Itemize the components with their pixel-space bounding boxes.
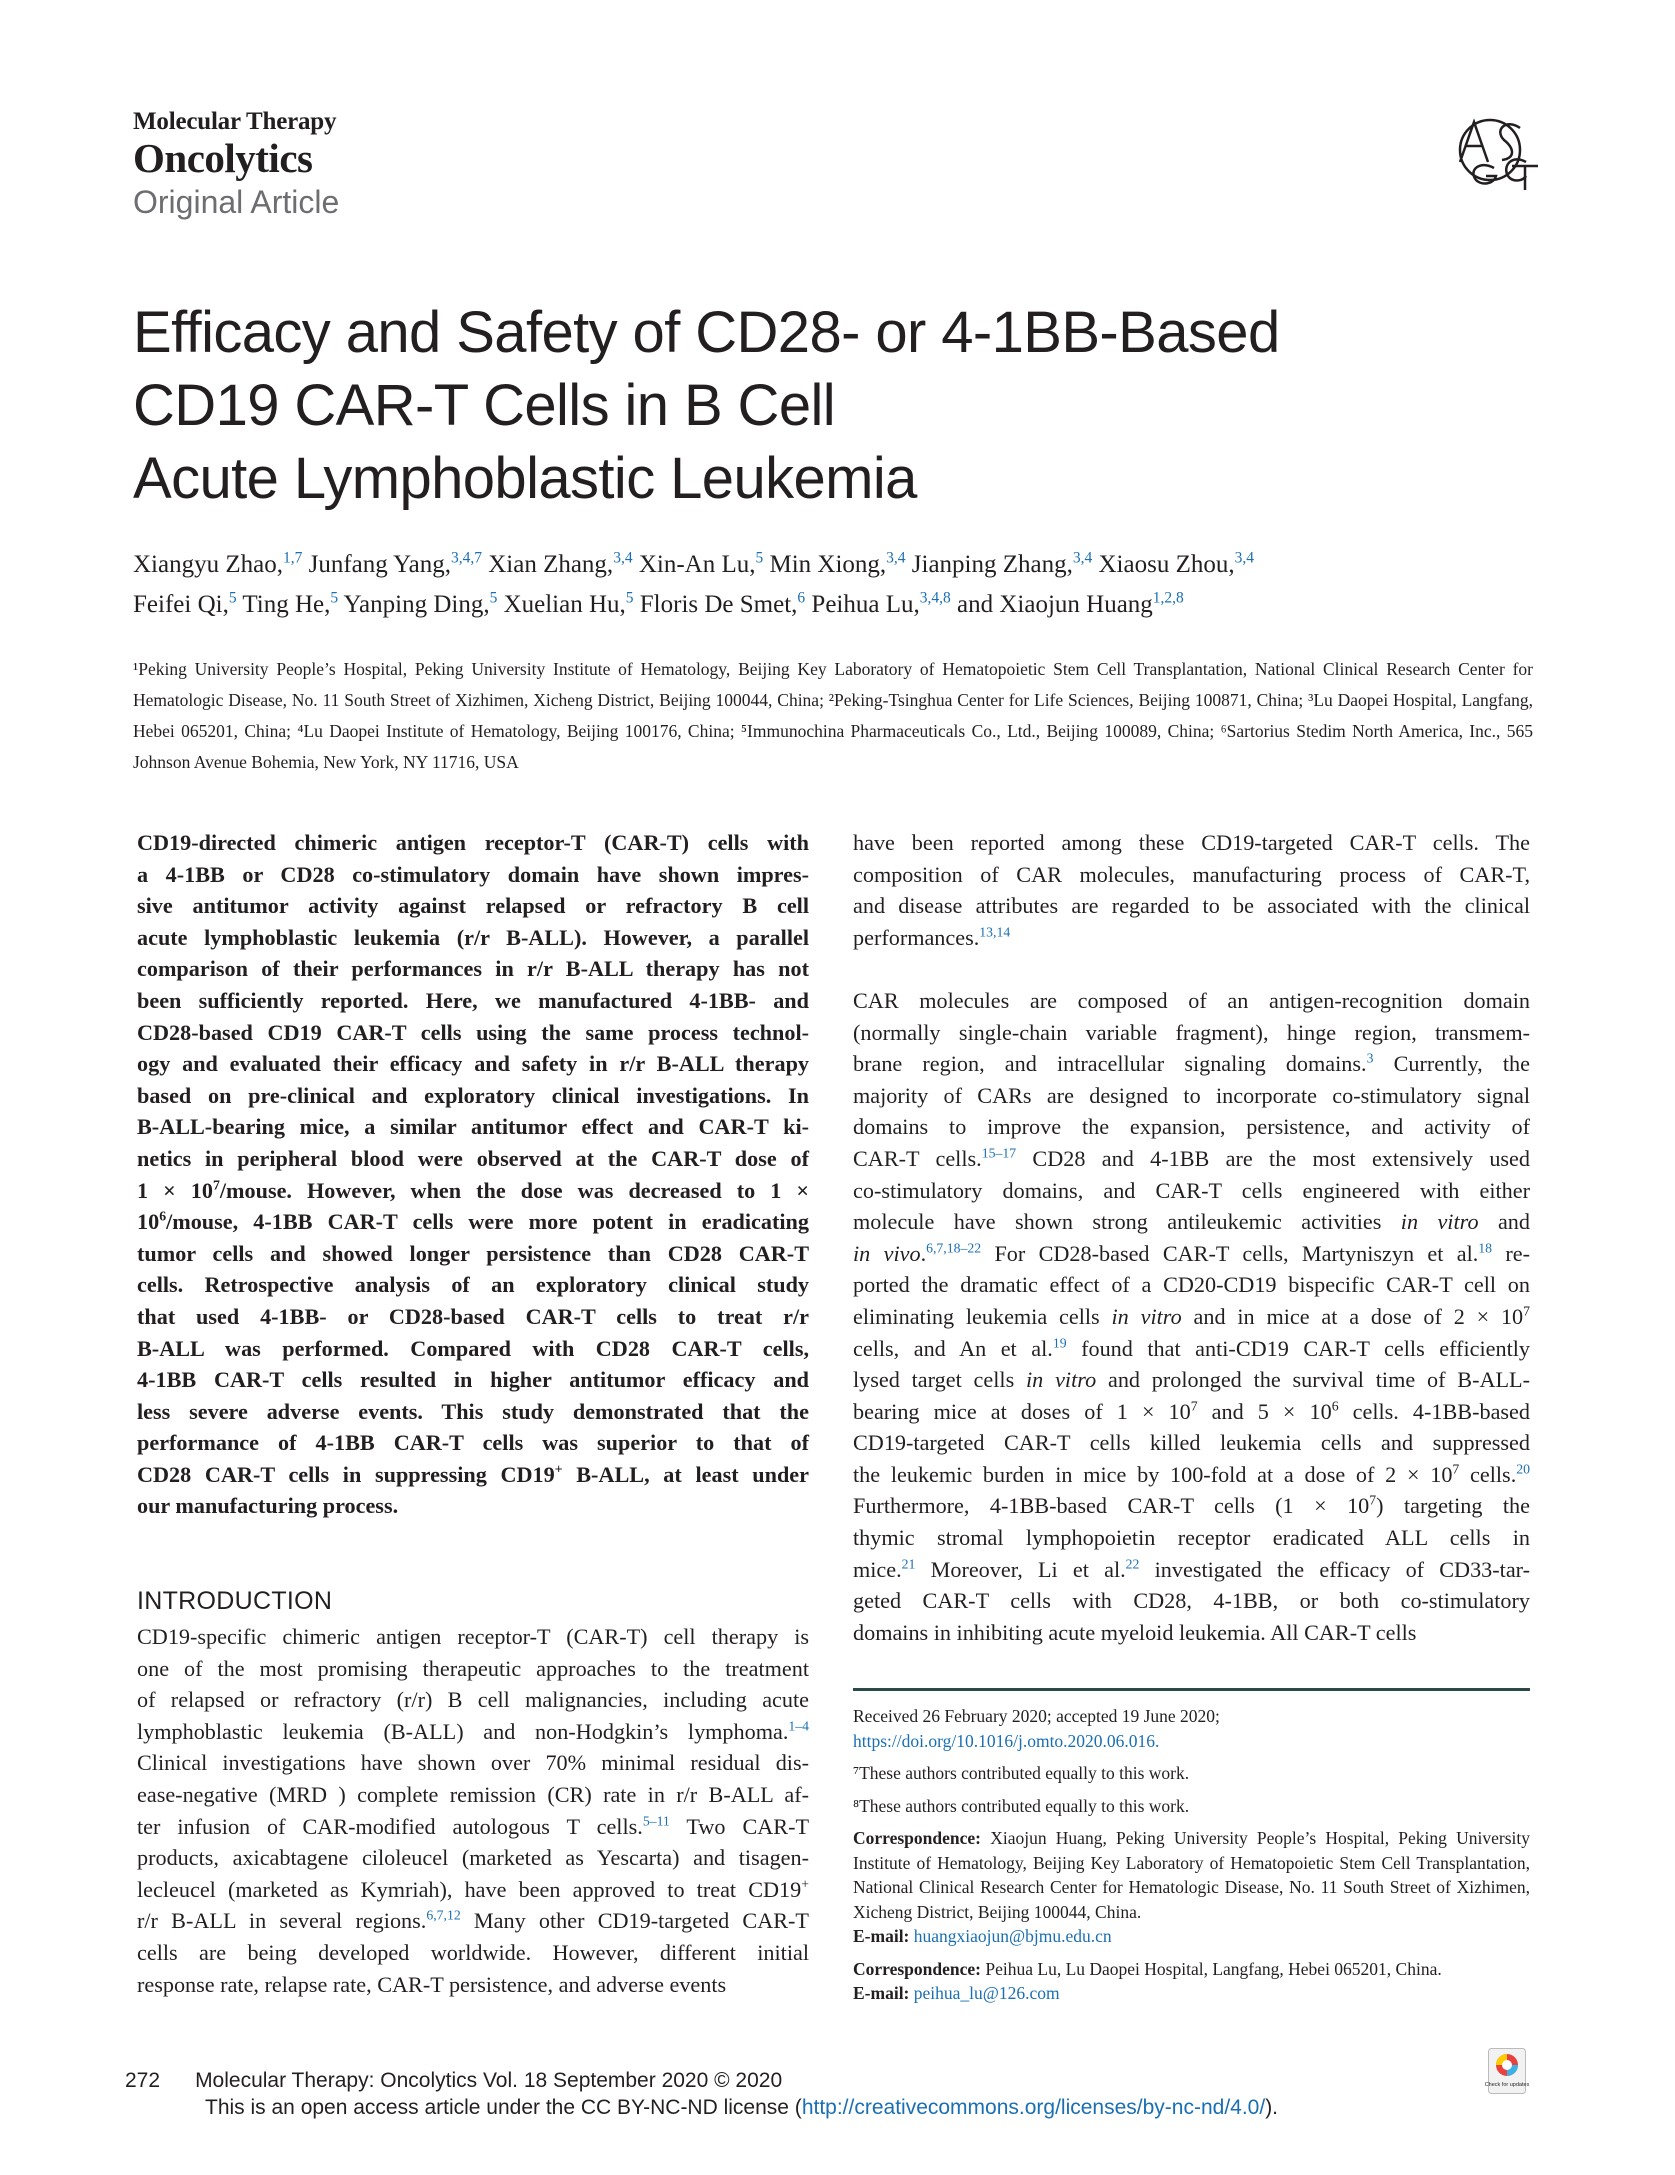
asgct-logo [1450, 110, 1540, 190]
text-line [853, 1111, 1530, 1143]
author-affiliation-ref[interactable]: 5 [755, 549, 764, 567]
text-run: comparison of their performances in r/r B-ALL therapy has not [137, 956, 809, 982]
reference-link[interactable]: 6,7,12 [426, 1907, 461, 1923]
text-run: /mouse, 4-1BB CAR-T cells were more potent in eradicating [166, 1209, 809, 1235]
text-run: CD19-specific chimeric antigen receptor-T (CAR-T) cell therapy is [137, 1624, 809, 1649]
text-line [853, 1459, 1530, 1491]
text-run: netics in peripheral blood were observed at the CAR-T dose of [137, 1145, 809, 1171]
equal-contribution-note-8: ⁸These authors contributed equally to this work. [853, 1795, 1190, 1816]
reference-link[interactable]: 13,14 [979, 924, 1011, 940]
text-line [853, 1175, 1530, 1207]
text-line [137, 1301, 809, 1333]
author-affiliation-ref[interactable]: 6 [797, 589, 806, 607]
email-2: E-mail: peihua_lu@126.com [853, 1983, 1060, 2003]
text-run: performances. [853, 924, 980, 950]
text-line [137, 1143, 809, 1175]
text-run: been sufficiently reported. Here, we manufactured 4-1BB- and [137, 987, 809, 1013]
text-run: our manufacturing process. [137, 1493, 399, 1519]
superscript: + [801, 1876, 809, 1892]
text-line [137, 1364, 809, 1396]
text-run: ease-negative (MRD ) complete remission (CR) rate in r/r B-ALL af- [137, 1781, 809, 1807]
text-run: geted CAR-T cells with CD28, 4-1BB, or both co-stimulatory [853, 1588, 1530, 1614]
text-run: have been reported among these CD19-targeted CAR-T cells. The [853, 830, 1530, 855]
text-line [137, 1017, 809, 1049]
text-run: For CD28-based CAR-T cells, Martyniszyn et al. [981, 1240, 1479, 1266]
text-line [137, 1684, 809, 1716]
doi-link[interactable]: https://doi.org/10.1016/j.omto.2020.06.016. [853, 1730, 1160, 1751]
italic-term: in vivo [853, 1240, 921, 1266]
text-run: tumor cells and showed longer persistence than CD28 CAR-T [137, 1240, 809, 1266]
text-run: the leukemic burden in mice by 100-fold at a dose of 2 × 10 [853, 1461, 1453, 1487]
text-run: co-stimulatory domains, and CAR-T cells engineered with either [853, 1177, 1530, 1203]
text-line [853, 985, 1530, 1017]
introduction-text [137, 1621, 809, 2000]
text-line [137, 922, 809, 954]
author-name: Jianping Zhang, [911, 551, 1073, 578]
text-line [137, 1333, 809, 1365]
text-line [137, 1048, 809, 1080]
affiliations: ¹Peking University People’s Hospital, Peking University Institute of Hematology, Beijing Key Laboratory of Hematopoietic Stem Cell Transplantation, National Clinical Research Center for Hematologic Disease, No. 11 South Street of Xizhimen, Xicheng District, Beijing 100044, China; ²Peking-Tsinghua Center for Life Sciences, Beijing 100871, China; ³Lu Daopei Hospital, Langfang, Hebei 065201, China; ⁴Lu Daopei Institute of Hematology, Beijing 100176, China; ⁵Immunochina Pharmaceuticals Co., Ltd., Beijing 100089, China; ⁶Sartorius Stedim North America, Inc., 565 Johnson Avenue Bohemia, New York, NY 11716, USA [133, 659, 1533, 772]
superscript: 7 [1523, 1303, 1531, 1319]
equal-contribution-note-7: ⁷These authors contributed equally to this work. [853, 1763, 1190, 1783]
text-run: that used 4-1BB- or CD28-based CAR-T cells to treat r/r [137, 1303, 809, 1329]
author-name: Feifei Qi, [133, 591, 229, 618]
text-run: based on pre-clinical and exploratory clinical investigations. In [137, 1082, 809, 1108]
email-1: E-mail: huangxiaojun@bjmu.edu.cn [853, 1926, 1112, 1946]
article-title [133, 296, 1433, 515]
text-run: 4-1BB CAR-T cells resulted in higher antitumor efficacy and [137, 1367, 809, 1393]
author-name: Peihua Lu, [811, 591, 920, 618]
text-line [853, 922, 1530, 954]
italic-term: in vitro [1111, 1303, 1182, 1329]
superscript: 7 [212, 1177, 220, 1193]
reference-link[interactable]: 6,7,18–22 [926, 1240, 982, 1256]
text-run: found that anti-CD19 CAR-T cells efficiently [1066, 1335, 1530, 1361]
text-run: (normally single-chain variable fragment), hinge region, transmem- [853, 1019, 1530, 1045]
text-line [137, 1080, 809, 1112]
text-run: lymphoblastic leukemia (B-ALL) and non-Hodgkin’s lymphoma. [137, 1718, 789, 1744]
text-run: CD28 and 4-1BB are the most extensively used [1016, 1145, 1530, 1171]
reference-link[interactable]: 15–17 [981, 1145, 1017, 1161]
text-line [853, 1333, 1530, 1365]
author-affiliation-ref[interactable]: 5 [625, 589, 634, 607]
text-run: majority of CARs are designed to incorporate co-stimulatory signal [853, 1082, 1530, 1108]
text-line [137, 859, 809, 891]
text-run: CD28 CAR-T cells in suppressing CD19 [137, 1461, 555, 1487]
author-affiliation-ref[interactable]: 5 [489, 589, 498, 607]
section-heading-introduction: INTRODUCTION [137, 1587, 333, 1615]
text-run: products, axicabtagene ciloleucel (marketed as Yescarta) and tisagen- [137, 1845, 809, 1871]
text-line [137, 985, 809, 1017]
text-line [853, 1080, 1530, 1112]
title-line: Acute Lymphoblastic Leukemia [133, 446, 917, 511]
text-line [853, 859, 1530, 891]
text-line [853, 1206, 1530, 1238]
text-run: r/r B-ALL in several regions. [137, 1908, 427, 1934]
crossmark-label: Check for updates [1484, 2082, 1530, 2088]
text-line [853, 1617, 1530, 1649]
author-affiliation-ref[interactable]: 1,7 [282, 549, 303, 567]
superscript: 6 [1331, 1398, 1339, 1414]
author-affiliation-ref[interactable]: 5 [228, 589, 237, 607]
text-line [853, 953, 1530, 985]
text-line [137, 1747, 809, 1779]
text-line [137, 1396, 809, 1428]
text-run: acute lymphoblastic leukemia (r/r B-ALL). However, a parallel [137, 924, 809, 950]
text-line [137, 827, 809, 859]
text-run: cells. [1459, 1461, 1517, 1487]
text-run: thymic stromal lymphopoietin receptor eradicated ALL cells in [853, 1525, 1530, 1551]
text-line [137, 1459, 809, 1491]
license-notice: This is an open access article under the CC BY-NC-ND license (http://creativecommons.org/licenses/by-nc-nd/4.0/). [205, 2096, 1279, 2119]
author-name: Junfang Yang, [308, 551, 451, 578]
text-run: cells. 4-1BB-based [1338, 1398, 1530, 1424]
text-line [137, 1842, 809, 1874]
text-run: performance of 4-1BB CAR-T cells was superior to that of [137, 1430, 809, 1456]
right-column-text [853, 827, 1530, 1648]
author-name: Xian Zhang, [488, 551, 614, 578]
text-line [137, 1238, 809, 1270]
superscript: + [554, 1461, 563, 1477]
superscript: 6 [159, 1208, 167, 1224]
text-run: and disease attributes are regarded to be associated with the clinical [853, 893, 1530, 919]
text-run: Clinical investigations have shown over 70% minimal residual dis- [137, 1750, 809, 1776]
superscript: 7 [1369, 1493, 1377, 1509]
text-run: ) targeting the [1376, 1493, 1530, 1519]
page-number: 272 [125, 2069, 161, 2092]
author-list [133, 545, 1553, 625]
text-line [853, 1427, 1530, 1459]
text-run: composition of CAR molecules, manufacturing process of CAR-T, [853, 861, 1530, 887]
text-run: . [920, 1240, 927, 1266]
text-line [137, 1937, 809, 1969]
superscript: 7 [1190, 1398, 1198, 1414]
text-line [137, 1874, 809, 1906]
text-run: 1 × 10 [137, 1177, 213, 1203]
text-run: CD28-based CD19 CAR-T cells using the same process technol- [137, 1019, 809, 1045]
author-name: Yanping Ding, [343, 591, 490, 618]
footnote-divider [853, 1688, 1530, 1691]
author-name: and Xiaojun Huang [957, 591, 1153, 618]
text-run: Currently, the [1373, 1051, 1530, 1077]
text-line [853, 1143, 1530, 1175]
author-name: Xiaosu Zhou, [1098, 551, 1235, 578]
text-run: domains to improve the expansion, persistence, and activity of [853, 1114, 1530, 1140]
author-line [133, 545, 1553, 585]
text-run: /mouse. However, when the dose was decreased to 1 × [219, 1177, 809, 1203]
text-line [137, 1779, 809, 1811]
author-name: Floris De Smet, [639, 591, 798, 618]
text-run: Two CAR-T [669, 1813, 810, 1839]
text-line [137, 1716, 809, 1748]
text-run: 10 [137, 1209, 160, 1235]
text-run: a 4-1BB or CD28 co-stimulatory domain have shown impres- [137, 861, 809, 887]
author-name: Xin-An Lu, [638, 551, 756, 578]
text-run: and 5 × 10 [1197, 1398, 1332, 1424]
article-type: Original Article [133, 184, 340, 220]
author-affiliation-ref[interactable]: 3,4,8 [919, 589, 951, 607]
author-affiliation-ref[interactable]: 1,2,8 [1152, 589, 1184, 607]
text-line [137, 953, 809, 985]
text-line [853, 1048, 1530, 1080]
reference-link[interactable]: 22 [1125, 1556, 1140, 1572]
text-run: lysed target cells [853, 1367, 1027, 1393]
text-run: cells, and An et al. [853, 1335, 1053, 1361]
text-line [853, 1490, 1530, 1522]
abstract [137, 827, 809, 1522]
text-run: cells. Retrospective analysis of an exploratory clinical study [137, 1272, 809, 1298]
text-line [137, 1811, 809, 1843]
text-line [137, 1206, 809, 1238]
author-line [133, 585, 1553, 625]
text-line [853, 1554, 1530, 1586]
text-line [853, 1017, 1530, 1049]
text-run: B-ALL, at least under [562, 1461, 809, 1487]
text-run: ogy and evaluated their efficacy and safety in r/r B-ALL therapy [137, 1051, 809, 1077]
text-line [137, 1969, 809, 2001]
italic-term: in vitro [1400, 1209, 1479, 1235]
reference-link[interactable]: 19 [1052, 1335, 1067, 1351]
text-line [853, 1269, 1530, 1301]
superscript: 7 [1452, 1461, 1460, 1477]
text-line [853, 827, 1530, 859]
text-line [853, 1301, 1530, 1333]
author-name: Min Xiong, [769, 551, 887, 578]
text-line [137, 1111, 809, 1143]
reference-link[interactable]: 18 [1478, 1240, 1493, 1256]
title-line: CD19 CAR-T Cells in B Cell [133, 373, 836, 438]
text-line [853, 1585, 1530, 1617]
footnotes [853, 1704, 1530, 2006]
text-run: brane region, and intracellular signaling domains. [853, 1051, 1367, 1077]
text-run: lecleucel (marketed as Kymriah), have been approved to treat CD19 [137, 1876, 802, 1902]
text-run: and prolonged the survival time of B-ALL- [1096, 1367, 1530, 1393]
text-run: eliminating leukemia cells [853, 1303, 1112, 1329]
text-run: molecule have shown strong antileukemic activities [853, 1209, 1401, 1235]
author-name: Ting He, [242, 591, 331, 618]
journal-name: Molecular Therapy [133, 108, 337, 135]
reference-link[interactable]: 5–11 [642, 1813, 670, 1829]
text-line [853, 890, 1530, 922]
text-line [137, 1653, 809, 1685]
text-run: B-ALL-bearing mice, a similar antitumor effect and CAR-T ki- [137, 1114, 809, 1140]
text-line [137, 1269, 809, 1301]
text-run: response rate, relapse rate, CAR-T persistence, and adverse events [137, 1971, 727, 1997]
reference-link[interactable]: 21 [901, 1556, 916, 1572]
text-run: CAR molecules are composed of an antigen-recognition domain [853, 987, 1530, 1013]
page-footer [125, 2069, 782, 2093]
text-run: CD19-targeted CAR-T cells killed leukemia cells and suppressed [853, 1430, 1530, 1456]
text-run: cells are being developed worldwide. However, different initial [137, 1939, 809, 1965]
email-link-2[interactable]: peihua_lu@126.com [913, 1983, 1060, 2003]
text-run: investigated the efficacy of CD33-tar- [1139, 1556, 1530, 1582]
text-run: ported the dramatic effect of a CD20-CD19 bispecific CAR-T cell on [853, 1272, 1530, 1298]
text-run: Furthermore, 4-1BB-based CAR-T cells (1 × 10 [853, 1493, 1370, 1519]
text-run: ter infusion of CAR-modified autologous T cells. [137, 1813, 643, 1839]
text-run: bearing mice at doses of 1 × 10 [853, 1398, 1191, 1424]
correspondence-2: Correspondence: Peihua Lu, Lu Daopei Hospital, Langfang, Hebei 065201, China. [853, 1958, 1442, 1979]
italic-term: in vitro [1026, 1367, 1097, 1393]
text-run: re- [1492, 1240, 1531, 1266]
text-run: and [1478, 1209, 1530, 1235]
text-run: B-ALL was performed. Compared with CD28 CAR-T cells, [137, 1335, 809, 1361]
text-run: CAR-T cells. [853, 1145, 982, 1171]
author-affiliation-ref[interactable]: 3,4 [613, 549, 633, 567]
author-name: Xiangyu Zhao, [133, 551, 283, 578]
text-run: mice. [853, 1556, 902, 1582]
received-dates: Received 26 February 2020; accepted 19 June 2020; https://doi.org/10.1016/j.omto.2020.06.016. [853, 1706, 1220, 1751]
check-for-updates-icon[interactable] [1484, 2048, 1530, 2094]
author-affiliation-ref[interactable]: 3,4 [1234, 549, 1254, 567]
text-run: one of the most promising therapeutic approaches to the treatment [137, 1655, 809, 1681]
reference-link[interactable]: 1–4 [788, 1718, 809, 1734]
text-run: less severe adverse events. This study demonstrated that the [137, 1398, 809, 1424]
text-run: Moreover, Li et al. [915, 1556, 1126, 1582]
text-line [137, 1621, 809, 1653]
text-line [137, 1905, 809, 1937]
text-line [137, 1175, 809, 1207]
text-line [137, 1490, 809, 1522]
text-line [853, 1396, 1530, 1428]
reference-link[interactable]: 20 [1516, 1461, 1530, 1477]
reference-link[interactable]: 3 [1366, 1050, 1374, 1066]
text-line [853, 1238, 1530, 1270]
text-line [137, 890, 809, 922]
author-name: Xuelian Hu, [503, 591, 626, 618]
text-line [853, 1364, 1530, 1396]
text-run: and in mice at a dose of 2 × 10 [1181, 1303, 1524, 1329]
author-affiliation-ref[interactable]: 3,4,7 [450, 549, 482, 567]
text-run: of relapsed or refractory (r/r) B cell malignancies, including acute [137, 1687, 809, 1713]
text-line [853, 1522, 1530, 1554]
author-affiliation-ref[interactable]: 3,4 [886, 549, 906, 567]
email-link-1[interactable]: huangxiaojun@bjmu.edu.cn [913, 1926, 1112, 1946]
text-line [137, 1427, 809, 1459]
text-run: CD19-directed chimeric antigen receptor-T (CAR-T) cells with [137, 830, 809, 855]
text-run: domains in inhibiting acute myeloid leukemia. All CAR-T cells [853, 1619, 1417, 1645]
author-affiliation-ref[interactable]: 5 [330, 589, 339, 607]
text-run: sive antitumor activity against relapsed or refractory B cell [137, 893, 809, 919]
correspondence-1: Correspondence: Xiaojun Huang, Peking University People’s Hospital, Peking University Institute of Hematology, Beijing Key Laboratory of Hematopoietic Stem Cell Transplantation, National Clinical Research Center for Hematologic Disease, No. 11 South Street of Xizhimen, Xicheng District, Beijing 100044, China. [853, 1828, 1530, 1922]
license-link[interactable]: http://creativecommons.org/licenses/by-nc-nd/4.0/ [801, 2096, 1266, 2119]
text-run: Many other CD19-targeted CAR-T [460, 1908, 809, 1934]
journal-subtitle: Oncolytics [133, 135, 313, 181]
title-line: Efficacy and Safety of CD28- or 4-1BB-Based [133, 300, 1280, 365]
journal-citation: Molecular Therapy: Oncolytics Vol. 18 September 2020 © 2020 [195, 2069, 783, 2092]
author-affiliation-ref[interactable]: 3,4 [1072, 549, 1093, 567]
